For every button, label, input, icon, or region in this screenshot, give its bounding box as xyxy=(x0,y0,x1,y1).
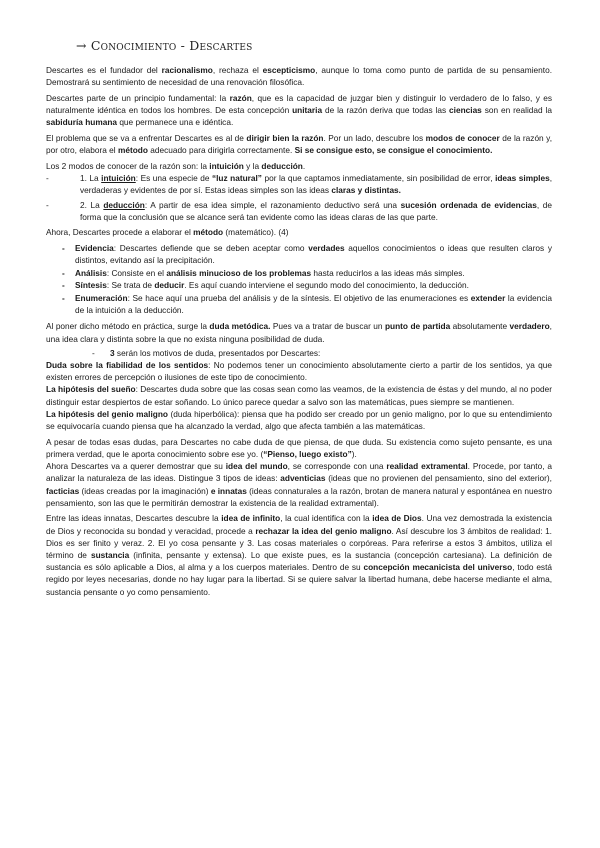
paragraph-duda-sentidos: Duda sobre la fiabilidad de los sentidos: No podemos tener un conocimiento absolutamente cierto a partir de los sentidos, ya que existen errores de percepción o ilusiones de este tipo de conocimiento. xyxy=(46,359,552,383)
paragraph-modos: Los 2 modos de conocer de la razón son: la intuición y la deducción. xyxy=(46,160,306,171)
page-title: → Conocimiento - Descartes xyxy=(76,38,253,53)
paragraph-genio-maligno: La hipótesis del genio maligno (duda hiperbólica): piensa que ha podido ser creado por un genio maligno, por lo que su entendimiento se equivocaría cuando piensa que ha alcanzado la verdad, algo que afecta también a las matemáticas. xyxy=(46,408,552,431)
list-item-evidencia: - Evidencia: Descartes defiende que se deben aceptar como verdades aquellos conocimientos o ideas que resulten claros y distintos, evitando así la precipitación. xyxy=(62,242,552,265)
paragraph-hipotesis-sueno: La hipótesis del sueño: Descartes duda sobre que las cosas sean como las veamos, de la existencia de éstas y del mundo, al no poder distinguir estar despiertos de estar soñando. Lo único parece quedar a salvo son las matemáticas, pues siempre se mantienen. xyxy=(46,384,552,407)
document-body xyxy=(46,64,552,601)
paragraph-racionalismo: Descartes es el fundador del racionalismo, rechaza el escepticismo, aunque lo toma como punto de partida de su pensamiento. Demostrará su sentimiento de necesidad de una renovación filosófica. xyxy=(46,65,553,88)
paragraph-sustancia: Entre las ideas innatas, Descartes descubre la idea de infinito, la cual identifica con la idea de Dios. Una vez demostrada la existencia de Dios y reconocida su bondad y veracidad, procede a rechazar la idea del genio maligno. Así descubre los 3 ámbitos de realidad: 1. Dios es ser finito y veraz. 2. El yo cosa pensante y 3. Las cosas materiales o corpóreas. Para referirse a estos 3 ámbitos, utiliza el término de sustancia (infinita, pensante y extensa). Lo que existe pues, es la sustancia (concepción cartesiana). La definición de sustancia es sólo aplicable a Dios, al alma y a los cuerpos materiales. Dentro de su concepción mecanicista del universo, todo está regido por leyes necesarias, donde no hay lugar para la libertad. Si se quiere salvar la libertad humana, debe hacerse mediante el alma, sustancia pensante o yo como pensamiento. xyxy=(46,513,553,597)
list-item-deduccion: - 2. La deducción: A partir de esa idea simple, el razonamiento deductivo será una sucesión ordenada de evidencias, de forma que la conclusión que se alcance será tan evidente como las ideas claras de las que parte. xyxy=(46,199,552,222)
paragraph-razon: Descartes parte de un principio fundamental: la razón, que es la capacidad de juzgar bien y distinguir lo verdadero de lo falso, y es naturalmente idéntica en todos los hombres. De esta concepción unitaria de la razón deriva que todas las ciencias son en realidad la sabiduría humana que permanece una e idéntica. xyxy=(46,92,552,128)
paragraph-metodo: Ahora, Descartes procede a elaborar el método (matemático). (4) xyxy=(46,226,289,237)
list-item-enumeracion: - Enumeración: Se hace aquí una prueba del análisis y de la síntesis. El objetivo de las enumeraciones es extender la evidencia de la intuición a la deducción. xyxy=(62,292,552,316)
list-item-intuicion: - 1. La intuición: Es una especie de “luz natural” por la que captamos inmediatamente, sin posibilidad de error, ideas simples, verdaderas y evidentes de por sí. Estas ideas simples son las ideas claras y distintas. xyxy=(46,173,552,196)
list-item-analisis: - Análisis: Consiste en el análisis minucioso de los problemas hasta reducirlos a las ideas más simples. xyxy=(62,267,465,278)
list-item-motivos-duda: - 3 serán los motivos de duda, presentados por Descartes: xyxy=(92,347,321,358)
paragraph-cogito: A pesar de todas esas dudas, para Descartes no cabe duda de que piensa, de que duda. Su existencia como sujeto pensante, es una primera verdad, que le aporta conocimiento sobre ese yo. (“Pienso, luego existo”). xyxy=(46,436,552,459)
list-item-sintesis: - Síntesis: Se trata de deducir. Es aquí cuando interviene el segundo modo del conocimiento, la deducción. xyxy=(62,280,469,291)
paragraph-ideas: Ahora Descartes va a querer demostrar que su idea del mundo, se corresponde con una realidad extramental. Procede, por tanto, a analizar la naturaleza de las ideas. Distingue 3 tipos de ideas: adventicias (ideas que no provienen del pensamiento, sino del exterior), facticias (ideas creadas por la imaginación) e innatas (ideas connaturales a la razón, brotan de manera natural y espontánea en nuestro pensamiento, son las que le permitirán demostrar la existencia de la realidad extramental). xyxy=(46,461,553,508)
paragraph-duda-metodica: Al poner dicho método en práctica, surge la duda metódica. Pues va a tratar de buscar un punto de partida absolutamente verdadero, una idea clara y distinta sobre la que no exista ninguna posibilidad de duda. xyxy=(46,321,552,344)
paragraph-problema: El problema que se va a enfrentar Descartes es al de dirigir bien la razón. Por un lado, descubre los modos de conocer de la razón y, por otro, elabora el método adecuado para dirigirla correctamente. Si se consigue esto, se consigue el conocimiento. xyxy=(46,133,552,156)
